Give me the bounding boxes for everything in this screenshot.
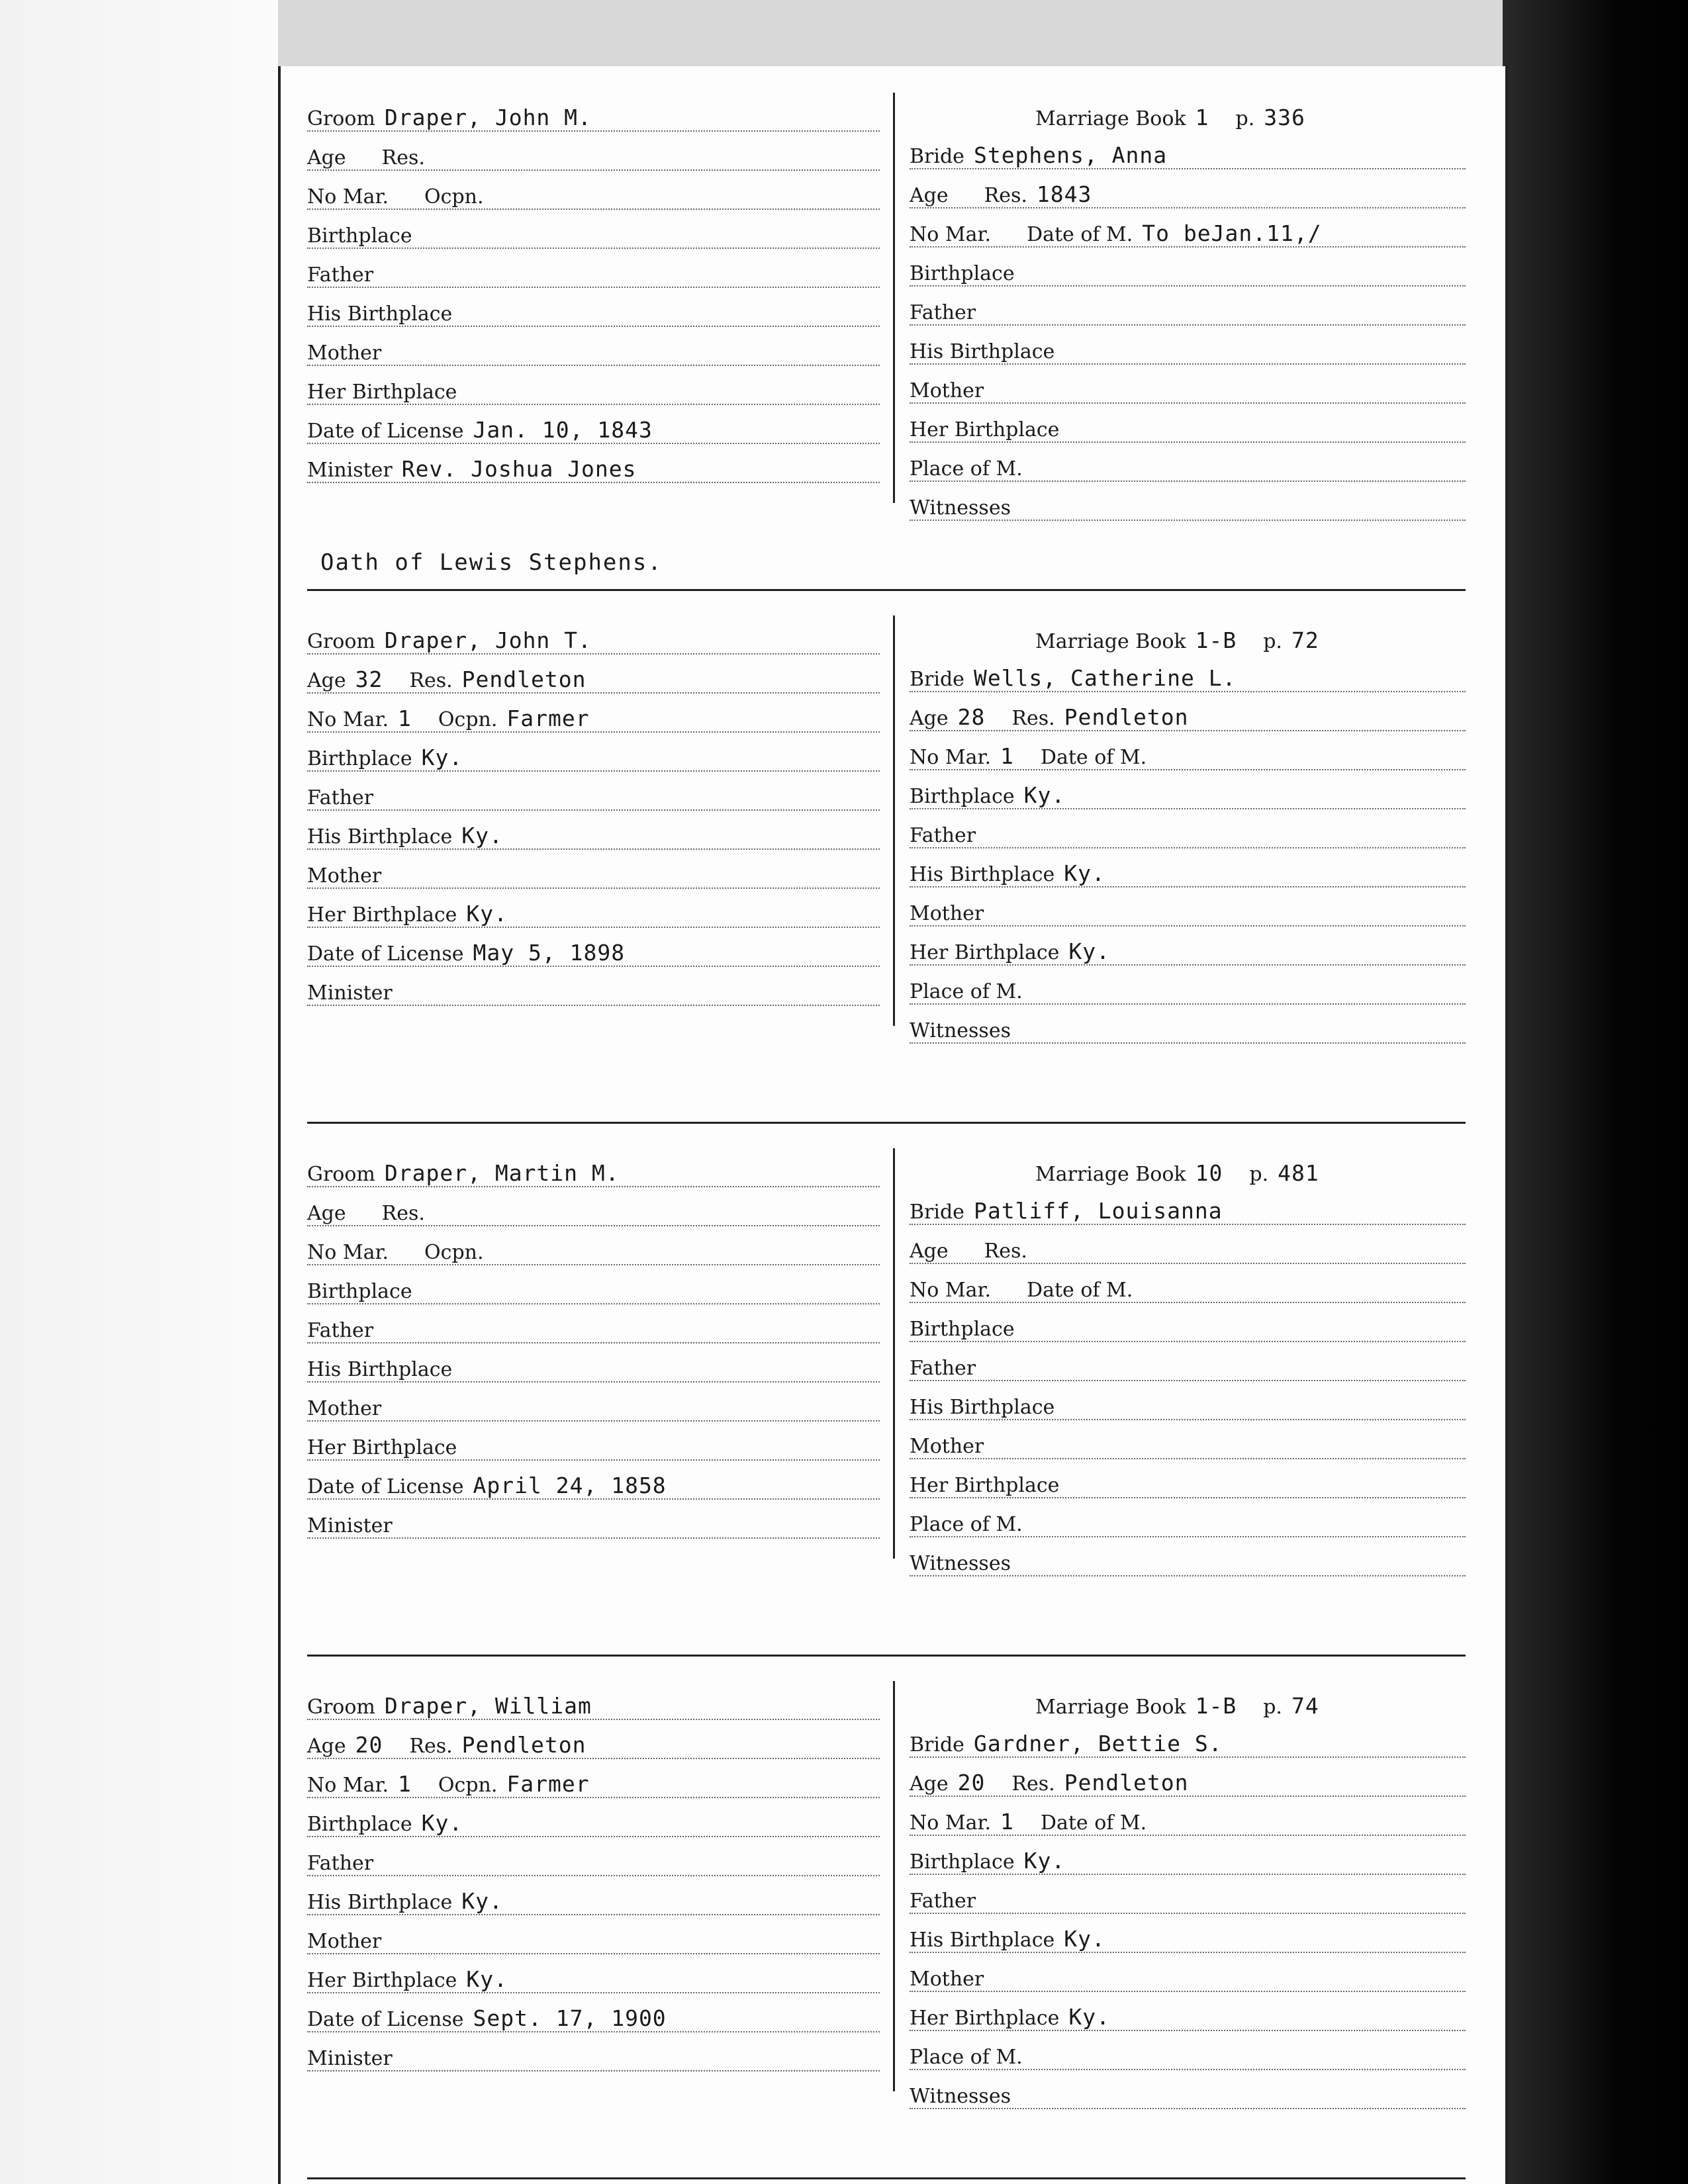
marriage-book-number: 1 bbox=[1195, 105, 1209, 130]
ocpn-label: Ocpn. bbox=[424, 185, 484, 208]
groom-column bbox=[307, 1148, 880, 1559]
res-label: Res. bbox=[381, 1202, 425, 1225]
minister-label: Minister bbox=[307, 981, 393, 1005]
witnesses-label: Witnesses bbox=[910, 496, 1011, 520]
record-note: Oath of Lewis Stephens. bbox=[320, 549, 663, 576]
groom-age: 20 bbox=[355, 1732, 383, 1758]
form-row bbox=[307, 733, 880, 772]
form-row bbox=[307, 288, 880, 327]
form-row bbox=[307, 1343, 880, 1383]
bride-name: Patliff, Louisanna bbox=[973, 1198, 1223, 1224]
page-label: p. bbox=[1263, 1696, 1282, 1719]
no-mar-label: No Mar. bbox=[307, 185, 389, 208]
bride-label: Bride bbox=[910, 145, 964, 168]
mother-label: Mother bbox=[307, 1930, 382, 1953]
form-row bbox=[307, 1226, 880, 1265]
form-row bbox=[307, 694, 880, 733]
form-row bbox=[910, 1797, 1466, 1836]
mother-label: Mother bbox=[910, 1435, 984, 1458]
form-row bbox=[910, 1992, 1466, 2031]
record-divider bbox=[307, 2177, 1466, 2179]
bride-no-mar: 1 bbox=[1000, 1809, 1014, 1835]
groom-column bbox=[307, 615, 880, 1026]
form-row bbox=[910, 731, 1466, 770]
license-label: Date of License bbox=[307, 420, 464, 443]
bride-father-birthplace: Ky. bbox=[1064, 860, 1105, 886]
form-row bbox=[307, 132, 880, 171]
form-row bbox=[910, 1264, 1466, 1303]
res-label: Res. bbox=[381, 146, 425, 169]
no-mar-label: No Mar. bbox=[307, 708, 389, 731]
groom-mother-birthplace: Ky. bbox=[466, 901, 508, 927]
license-label: Date of License bbox=[307, 1475, 464, 1498]
form-row bbox=[910, 966, 1466, 1005]
her-birthplace-label: Her Birthplace bbox=[307, 1969, 457, 1992]
page-label: p. bbox=[1249, 1163, 1269, 1186]
groom-label: Groom bbox=[307, 630, 375, 653]
form-row bbox=[910, 365, 1466, 404]
form-row bbox=[910, 1758, 1466, 1797]
form-row bbox=[307, 1148, 880, 1187]
res-label: Res. bbox=[984, 184, 1027, 207]
father-label: Father bbox=[307, 1319, 374, 1342]
bride-name: Stephens, Anna bbox=[973, 142, 1168, 168]
form-row bbox=[910, 1719, 1466, 1758]
form-row bbox=[307, 772, 880, 811]
bride-label: Bride bbox=[910, 1733, 964, 1756]
bride-column bbox=[893, 1681, 1466, 2108]
form-row bbox=[307, 1915, 880, 1954]
form-row bbox=[307, 1720, 880, 1759]
bride-name: Wells, Catherine L. bbox=[973, 665, 1237, 691]
form-row bbox=[307, 850, 880, 889]
bride-age: 20 bbox=[957, 1770, 986, 1796]
marriage-book-number: 10 bbox=[1195, 1160, 1223, 1186]
form-row bbox=[910, 1836, 1466, 1875]
marriage-book-label: Marriage Book bbox=[1035, 1163, 1186, 1186]
marriage-date: To beJan.11,/ bbox=[1142, 220, 1322, 246]
father-label: Father bbox=[910, 301, 976, 324]
form-row bbox=[307, 1681, 880, 1720]
marriage-book-label: Marriage Book bbox=[1035, 1696, 1186, 1719]
license-label: Date of License bbox=[307, 2008, 464, 2031]
bride-residence: 1843 bbox=[1036, 181, 1092, 207]
form-row bbox=[307, 1461, 880, 1500]
bride-column bbox=[893, 93, 1466, 520]
place-of-m-label: Place of M. bbox=[910, 457, 1023, 480]
father-label: Father bbox=[307, 263, 374, 287]
ocpn-label: Ocpn. bbox=[424, 1241, 484, 1264]
form-row bbox=[910, 692, 1466, 731]
form-row bbox=[910, 1420, 1466, 1459]
date-of-m-label: Date of M. bbox=[1040, 746, 1147, 769]
mother-label: Mother bbox=[910, 902, 984, 925]
form-row bbox=[910, 927, 1466, 966]
form-row bbox=[307, 405, 880, 444]
form-row bbox=[910, 1342, 1466, 1381]
minister-label: Minister bbox=[307, 2047, 393, 2070]
scan-right-margin bbox=[1503, 0, 1688, 2184]
age-label: Age bbox=[910, 1772, 949, 1796]
license-label: Date of License bbox=[307, 942, 464, 966]
no-mar-label: No Mar. bbox=[307, 1241, 389, 1264]
res-label: Res. bbox=[984, 1240, 1027, 1263]
age-label: Age bbox=[307, 1202, 346, 1225]
form-row bbox=[910, 130, 1466, 169]
no-mar-label: No Mar. bbox=[910, 223, 992, 246]
marriage-book-page: 72 bbox=[1291, 627, 1319, 653]
groom-mother-birthplace: Ky. bbox=[466, 1966, 508, 1992]
his-birthplace-label: His Birthplace bbox=[307, 1891, 453, 1914]
bride-birthplace: Ky. bbox=[1023, 1848, 1066, 1874]
father-label: Father bbox=[910, 1357, 976, 1380]
form-row bbox=[910, 1875, 1466, 1914]
bride-residence: Pendleton bbox=[1064, 704, 1189, 730]
bride-mother-birthplace: Ky. bbox=[1068, 2004, 1111, 2030]
license-date: Jan. 10, 1843 bbox=[473, 417, 653, 443]
age-label: Age bbox=[910, 1240, 949, 1263]
witnesses-label: Witnesses bbox=[910, 2085, 1011, 2108]
groom-label: Groom bbox=[307, 107, 375, 130]
form-row bbox=[910, 404, 1466, 443]
form-row bbox=[910, 443, 1466, 482]
form-row bbox=[910, 1537, 1466, 1576]
birthplace-label: Birthplace bbox=[910, 262, 1015, 285]
marriage-book-number: 1-B bbox=[1195, 1693, 1237, 1719]
form-row bbox=[307, 2032, 880, 2071]
form-row bbox=[307, 210, 880, 249]
bride-label: Bride bbox=[910, 668, 964, 691]
groom-occupation: Farmer bbox=[506, 705, 590, 731]
bride-father-birthplace: Ky. bbox=[1064, 1926, 1105, 1952]
groom-name: Draper, John M. bbox=[384, 105, 592, 130]
form-row bbox=[307, 1993, 880, 2032]
birthplace-label: Birthplace bbox=[910, 1318, 1015, 1341]
form-row bbox=[910, 1681, 1466, 1719]
age-label: Age bbox=[307, 1735, 346, 1758]
father-label: Father bbox=[910, 1889, 976, 1913]
his-birthplace-label: His Birthplace bbox=[910, 340, 1055, 363]
his-birthplace-label: His Birthplace bbox=[307, 302, 453, 326]
groom-no-mar: 1 bbox=[398, 705, 412, 731]
date-of-m-label: Date of M. bbox=[1027, 223, 1133, 246]
res-label: Res. bbox=[1011, 1772, 1055, 1796]
form-row bbox=[910, 615, 1466, 653]
form-row bbox=[307, 1759, 880, 1798]
form-row bbox=[910, 887, 1466, 927]
form-row bbox=[910, 1225, 1466, 1264]
witnesses-label: Witnesses bbox=[910, 1552, 1011, 1575]
birthplace-label: Birthplace bbox=[307, 747, 412, 770]
license-date: May 5, 1898 bbox=[473, 940, 626, 966]
form-row bbox=[910, 809, 1466, 848]
bride-residence: Pendleton bbox=[1064, 1770, 1189, 1796]
his-birthplace-label: His Birthplace bbox=[910, 1396, 1055, 1419]
his-birthplace-label: His Birthplace bbox=[910, 1929, 1055, 1952]
no-mar-label: No Mar. bbox=[307, 1774, 389, 1797]
groom-name: Draper, John T. bbox=[384, 627, 592, 653]
groom-father-birthplace: Ky. bbox=[461, 1888, 503, 1914]
mother-label: Mother bbox=[307, 864, 382, 887]
form-row bbox=[910, 653, 1466, 692]
place-of-m-label: Place of M. bbox=[910, 1513, 1023, 1536]
form-row bbox=[307, 249, 880, 288]
form-row bbox=[307, 967, 880, 1006]
bride-no-mar: 1 bbox=[1000, 743, 1014, 769]
date-of-m-label: Date of M. bbox=[1040, 1811, 1147, 1835]
marriage-book-page: 481 bbox=[1278, 1160, 1319, 1186]
form-row bbox=[910, 848, 1466, 887]
her-birthplace-label: Her Birthplace bbox=[910, 941, 1060, 964]
form-row bbox=[307, 1383, 880, 1422]
father-label: Father bbox=[307, 1852, 374, 1875]
mother-label: Mother bbox=[910, 379, 984, 402]
index-card-sheet bbox=[278, 66, 1508, 2184]
ocpn-label: Ocpn. bbox=[438, 1774, 498, 1797]
groom-birthplace: Ky. bbox=[421, 1810, 463, 1836]
groom-birthplace: Ky. bbox=[421, 745, 463, 770]
groom-residence: Pendleton bbox=[461, 1732, 586, 1758]
form-row bbox=[910, 208, 1466, 248]
marriage-book-page: 336 bbox=[1264, 105, 1305, 130]
bride-birthplace: Ky. bbox=[1023, 782, 1066, 808]
form-row bbox=[910, 1953, 1466, 1992]
father-label: Father bbox=[307, 786, 374, 809]
form-row bbox=[910, 1381, 1466, 1420]
license-date: April 24, 1858 bbox=[473, 1473, 667, 1498]
groom-label: Groom bbox=[307, 1163, 375, 1186]
birthplace-label: Birthplace bbox=[307, 1813, 412, 1836]
form-row bbox=[307, 1187, 880, 1226]
minister-label: Minister bbox=[307, 1514, 393, 1537]
form-row bbox=[307, 1265, 880, 1304]
form-row bbox=[910, 2031, 1466, 2070]
form-row bbox=[307, 1954, 880, 1993]
form-row bbox=[910, 482, 1466, 521]
form-row bbox=[307, 928, 880, 967]
minister-name: Rev. Joshua Jones bbox=[401, 456, 637, 482]
groom-name: Draper, Martin M. bbox=[384, 1160, 620, 1186]
bride-column bbox=[893, 615, 1466, 1042]
form-row bbox=[910, 770, 1466, 809]
marriage-record bbox=[307, 1148, 1466, 1575]
res-label: Res. bbox=[409, 1735, 453, 1758]
his-birthplace-label: His Birthplace bbox=[910, 863, 1055, 886]
form-row bbox=[307, 1837, 880, 1876]
form-row bbox=[307, 1422, 880, 1461]
form-row bbox=[910, 1005, 1466, 1044]
marriage-record bbox=[307, 93, 1466, 520]
form-row bbox=[307, 327, 880, 366]
form-row bbox=[910, 1303, 1466, 1342]
groom-no-mar: 1 bbox=[398, 1771, 412, 1797]
bride-mother-birthplace: Ky. bbox=[1068, 938, 1111, 964]
form-row bbox=[307, 1304, 880, 1343]
her-birthplace-label: Her Birthplace bbox=[307, 903, 457, 927]
res-label: Res. bbox=[1011, 707, 1055, 730]
groom-column bbox=[307, 1681, 880, 2091]
form-row bbox=[307, 93, 880, 132]
res-label: Res. bbox=[409, 669, 453, 692]
no-mar-label: No Mar. bbox=[910, 746, 992, 769]
record-divider bbox=[307, 1655, 1466, 1657]
record-divider bbox=[307, 1122, 1466, 1124]
age-label: Age bbox=[910, 707, 949, 730]
form-row bbox=[910, 169, 1466, 208]
marriage-book-label: Marriage Book bbox=[1035, 107, 1186, 130]
groom-father-birthplace: Ky. bbox=[461, 823, 503, 848]
form-row bbox=[910, 93, 1466, 130]
form-row bbox=[307, 366, 880, 405]
mother-label: Mother bbox=[910, 1968, 984, 1991]
minister-label: Minister bbox=[307, 459, 393, 482]
witnesses-label: Witnesses bbox=[910, 1019, 1011, 1042]
marriage-record bbox=[307, 1681, 1466, 2108]
birthplace-label: Birthplace bbox=[910, 1850, 1015, 1874]
mother-label: Mother bbox=[307, 341, 382, 365]
groom-name: Draper, William bbox=[384, 1693, 592, 1719]
groom-label: Groom bbox=[307, 1696, 375, 1719]
father-label: Father bbox=[910, 824, 976, 847]
form-row bbox=[307, 171, 880, 210]
groom-column bbox=[307, 93, 880, 503]
form-row bbox=[307, 1876, 880, 1915]
license-date: Sept. 17, 1900 bbox=[473, 2005, 667, 2031]
form-row bbox=[910, 248, 1466, 287]
bride-column bbox=[893, 1148, 1466, 1575]
form-row bbox=[910, 1148, 1466, 1186]
mother-label: Mother bbox=[307, 1397, 382, 1420]
bride-label: Bride bbox=[910, 1201, 964, 1224]
groom-residence: Pendleton bbox=[461, 666, 586, 692]
form-row bbox=[307, 655, 880, 694]
her-birthplace-label: Her Birthplace bbox=[910, 418, 1060, 441]
form-row bbox=[307, 1798, 880, 1837]
groom-occupation: Farmer bbox=[506, 1771, 590, 1797]
marriage-book-label: Marriage Book bbox=[1035, 630, 1186, 653]
bride-name: Gardner, Bettie S. bbox=[973, 1731, 1223, 1756]
page-label: p. bbox=[1263, 630, 1282, 653]
groom-age: 32 bbox=[355, 666, 383, 692]
marriage-record bbox=[307, 615, 1466, 1042]
birthplace-label: Birthplace bbox=[910, 785, 1015, 808]
her-birthplace-label: Her Birthplace bbox=[910, 2007, 1060, 2030]
form-row bbox=[307, 615, 880, 655]
ocpn-label: Ocpn. bbox=[438, 708, 498, 731]
no-mar-label: No Mar. bbox=[910, 1279, 992, 1302]
his-birthplace-label: His Birthplace bbox=[307, 825, 453, 848]
form-row bbox=[307, 1500, 880, 1539]
her-birthplace-label: Her Birthplace bbox=[307, 1436, 457, 1459]
age-label: Age bbox=[307, 669, 346, 692]
date-of-m-label: Date of M. bbox=[1027, 1279, 1133, 1302]
form-row bbox=[910, 1186, 1466, 1225]
age-label: Age bbox=[910, 184, 949, 207]
form-row bbox=[307, 444, 880, 483]
scan-left-margin bbox=[0, 0, 278, 2184]
her-birthplace-label: Her Birthplace bbox=[910, 1474, 1060, 1497]
record-divider bbox=[307, 589, 1466, 591]
form-row bbox=[910, 1498, 1466, 1537]
form-row bbox=[910, 2070, 1466, 2109]
form-row bbox=[910, 326, 1466, 365]
place-of-m-label: Place of M. bbox=[910, 980, 1023, 1003]
birthplace-label: Birthplace bbox=[307, 224, 412, 248]
marriage-book-page: 74 bbox=[1291, 1693, 1319, 1719]
form-row bbox=[307, 811, 880, 850]
form-row bbox=[910, 287, 1466, 326]
form-row bbox=[307, 889, 880, 928]
marriage-book-number: 1-B bbox=[1195, 627, 1237, 653]
form-row bbox=[910, 1459, 1466, 1498]
his-birthplace-label: His Birthplace bbox=[307, 1358, 453, 1381]
form-row bbox=[910, 1914, 1466, 1953]
her-birthplace-label: Her Birthplace bbox=[307, 381, 457, 404]
place-of-m-label: Place of M. bbox=[910, 2046, 1023, 2069]
no-mar-label: No Mar. bbox=[910, 1811, 992, 1835]
birthplace-label: Birthplace bbox=[307, 1280, 412, 1303]
page-label: p. bbox=[1235, 107, 1255, 130]
age-label: Age bbox=[307, 146, 346, 169]
bride-age: 28 bbox=[957, 704, 986, 730]
